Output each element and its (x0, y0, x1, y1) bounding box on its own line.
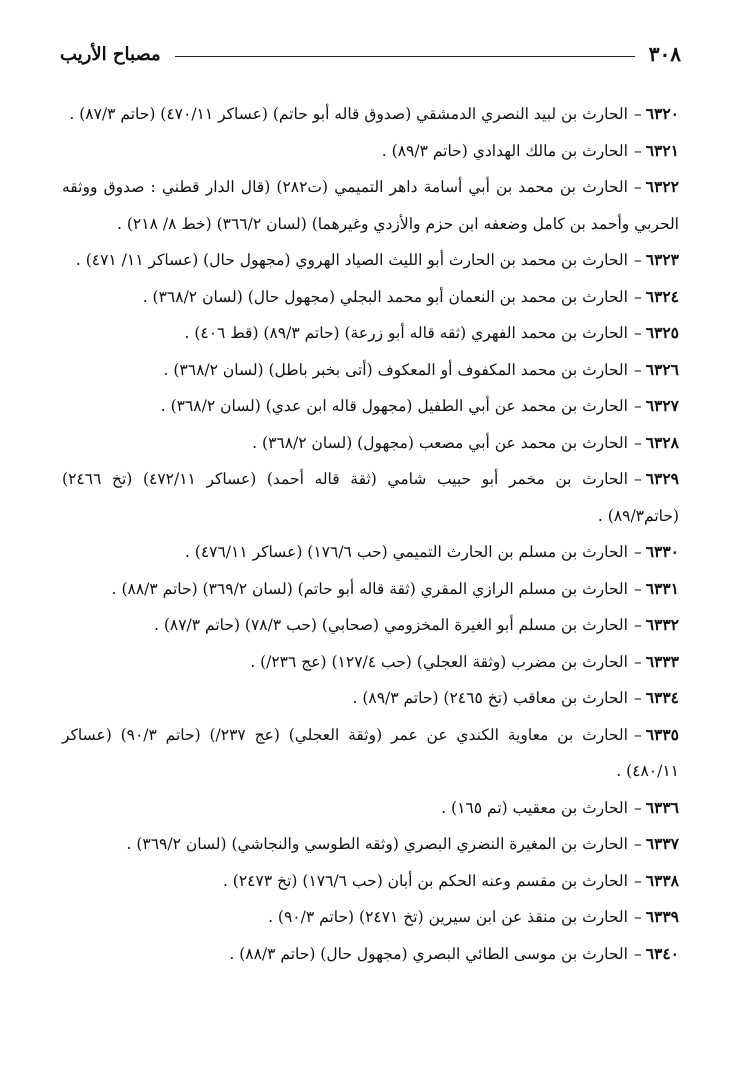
entry: ٦٣٣٣–الحارث بن مضرب (وثقة العجلي) (حب ١٢٧/٤) (عج ٢٣٦/) . (250, 651, 679, 671)
entry-number: ٦٣٢١ (645, 140, 679, 160)
entry-text: الحارث بن موسى الطائي البصري (مجهول حال) (حاتم ٨٨/٣) . (229, 944, 628, 963)
entry-text: الحارث بن مسلم بن الحارث التميمي (حب ١٧٦/٦) (عساكر ٤٧٦/١١) . (184, 543, 628, 561)
entry-number: ٦٣٢٦ (645, 359, 679, 379)
header-rule (175, 56, 635, 57)
entry-text: الحارث بن محمد الفهري (ثقه قاله أبو زرعة) (حاتم ٨٩/٣) (قط ٤٠٦) . (184, 324, 628, 342)
entry-text: الحارث بن المغيرة النضري البصري (وثقه الطوسي والنجاشي) (لسان ٣٦٩/٢) . (126, 835, 628, 853)
entry-text: الحارث بن محمد عن أبي مصعب (مجهول) (لسان ٣٦٨/٢) . (252, 433, 628, 452)
entry: ٦٣٢٩–الحارث بن مخمر أبو حبيب شامي (ثقة قاله أحمد) (عساكر ٤٧٢/١١) (تخ ٢٤٦٦) (حاتم٨٩/٣) . (62, 469, 679, 525)
page-number: ٣٠٨ (648, 42, 681, 66)
entry-text: الحارث بن مخمر أبو حبيب شامي (ثقة قاله أحمد) (عساكر ٤٧٢/١١) (تخ ٢٤٦٦) (حاتم٨٩/٣) . (62, 470, 679, 525)
entry-text: الحارث بن لبيد النصري الدمشقي (صدوق قاله أبو حاتم) (عساكر ٤٧٠/١١) (حاتم ٨٧/٣) . (69, 105, 628, 123)
entry-text: الحارث بن محمد بن أبي أسامة داهر التميمي (ت٢٨٢) (قال الدار قطني : صدوق ووثقه الحربي وأحمد بن كامل وضعفه ابن حزم والأزدي وغيرهما) (لسان ٣٦٦/٢) (خط ٨/ ٢١٨) . (62, 178, 679, 233)
entry: ٦٣٣١–الحارث بن مسلم الرازي المقري (ثقة قاله أبو حاتم) (لسان ٣٦٩/٢) (حاتم ٨٨/٣) . (111, 578, 679, 598)
entry-text: الحارث بن مسلم أبو الغيرة المخزومي (صحابي) (حب ٧٨/٣) (حاتم ٨٧/٣) . (153, 616, 628, 634)
page-header (60, 38, 681, 70)
entry-text: الحارث بن معقيب (تم ١٦٥) . (441, 798, 628, 817)
entry: ٦٣٢٢–الحارث بن محمد بن أبي أسامة داهر التميمي (ت٢٨٢) (قال الدار قطني : صدوق ووثقه الحربي وأحمد بن كامل وضعفه ابن حزم والأزدي وغيرهما) (لسان ٣٦٦/٢) (خط ٨/ ٢١٨) . (62, 177, 679, 233)
entry-number: ٦٣٢٩ (645, 469, 679, 488)
entry-number: ٦٣٣٠ (645, 542, 679, 561)
entry: ٦٣٢٣–الحارث بن محمد بن الحارث أبو الليث الصياد الهروي (مجهول حال) (عساكر ١١/ ٤٧١) . (75, 250, 679, 269)
entry-number: ٦٣٣٨ (645, 870, 679, 890)
running-title: مصباح الأريب (60, 43, 161, 65)
entry-number: ٦٣٣٦ (645, 797, 679, 817)
entry: ٦٣٢٧–الحارث بن محمد عن أبي الطفيل (مجهول قاله ابن عدي) (لسان ٣٦٨/٢) . (160, 396, 679, 415)
entry: ٦٣٣٥–الحارث بن معاوية الكندي عن عمر (وثقة العجلي) (عج ٢٣٧/) (حاتم ٩٠/٣) (عساكر ٤٨٠/١١) . (62, 724, 680, 780)
entry-number: ٦٣٣٩ (645, 907, 679, 926)
entry-text: الحارث بن معاقب (تخ ٢٤٦٥) (حاتم ٨٩/٣) . (352, 689, 628, 707)
entry-number: ٦٣٣٤ (645, 688, 679, 707)
entry-number: ٦٣٢٥ (645, 323, 679, 342)
entry-text: الحارث بن مضرب (وثقة العجلي) (حب ١٢٧/٤) (عج ٢٣٦/) . (250, 652, 628, 671)
entry-number: ٦٣٣٢ (645, 615, 679, 634)
entry-number: ٦٣٣٣ (645, 651, 679, 671)
entry: ٦٣٣٢–الحارث بن مسلم أبو الغيرة المخزومي (صحابي) (حب ٧٨/٣) (حاتم ٨٧/٣) . (153, 615, 679, 634)
entries-list (62, 96, 679, 972)
entry: ٦٣٣٤–الحارث بن معاقب (تخ ٢٤٦٥) (حاتم ٨٩/٣) . (352, 688, 679, 707)
entry-text: الحارث بن منقذ عن ابن سيرين (تخ ٢٤٧١) (حاتم ٩٠/٣) . (268, 908, 628, 926)
entry-number: ٦٣٢٢ (645, 177, 679, 196)
entry: ٦٣٣٨–الحارث بن مقسم وعنه الحكم بن أبان (حب ١٧٦/٦) (تخ ٢٤٧٣) . (222, 870, 679, 890)
entry: ٦٣٢١–الحارث بن مالك الهدادي (حاتم ٨٩/٣) . (381, 140, 679, 160)
entry-number: ٦٣٢٧ (645, 396, 679, 415)
entry: ٦٣٢٤–الحارث بن محمد بن النعمان أبو محمد البجلي (مجهول حال) (لسان ٣٦٨/٢) . (142, 286, 679, 306)
entry-text: الحارث بن محمد عن أبي الطفيل (مجهول قاله ابن عدي) (لسان ٣٦٨/٢) . (160, 397, 628, 415)
entry: ٦٣٢٥–الحارث بن محمد الفهري (ثقه قاله أبو زرعة) (حاتم ٨٩/٣) (قط ٤٠٦) . (184, 323, 679, 342)
entry: ٦٣٤٠–الحارث بن موسى الطائي البصري (مجهول حال) (حاتم ٨٨/٣) . (229, 943, 679, 963)
entry-number: ٦٣٣٥ (645, 724, 680, 744)
entry-number: ٦٣٢٠ (645, 104, 679, 123)
entry: ٦٣٣٦–الحارث بن معقيب (تم ١٦٥) . (441, 797, 679, 817)
entry-text: الحارث بن محمد المكفوف أو المعكوف (أتى بخبر باطل) (لسان ٣٦٨/٢) . (163, 360, 628, 379)
entry: ٦٣٢٦–الحارث بن محمد المكفوف أو المعكوف (أتى بخبر باطل) (لسان ٣٦٨/٢) . (163, 359, 679, 379)
entry-number: ٦٣٣٧ (645, 834, 679, 853)
entry-number: ٦٣٢٣ (645, 250, 679, 269)
entry-text: الحارث بن مالك الهدادي (حاتم ٨٩/٣) . (381, 141, 628, 160)
entry-text: الحارث بن محمد بن الحارث أبو الليث الصياد الهروي (مجهول حال) (عساكر ١١/ ٤٧١) . (75, 251, 628, 269)
entry-number: ٦٣٤٠ (645, 943, 679, 963)
entry: ٦٣٣٠–الحارث بن مسلم بن الحارث التميمي (حب ١٧٦/٦) (عساكر ٤٧٦/١١) . (184, 542, 679, 561)
entry-text: الحارث بن معاوية الكندي عن عمر (وثقة العجلي) (عج ٢٣٧/) (حاتم ٩٠/٣) (عساكر ٤٨٠/١١) . (62, 725, 679, 780)
entry: ٦٣٣٧–الحارث بن المغيرة النضري البصري (وثقه الطوسي والنجاشي) (لسان ٣٦٩/٢) . (126, 834, 679, 853)
entry-number: ٦٣٣١ (645, 578, 679, 598)
entry: ٦٣٢٨–الحارث بن محمد عن أبي مصعب (مجهول) (لسان ٣٦٨/٢) . (252, 432, 679, 452)
entry: ٦٣٣٩–الحارث بن منقذ عن ابن سيرين (تخ ٢٤٧١) (حاتم ٩٠/٣) . (268, 907, 679, 926)
entry-number: ٦٣٢٤ (645, 286, 679, 306)
entry-text: الحارث بن محمد بن النعمان أبو محمد البجلي (مجهول حال) (لسان ٣٦٨/٢) . (142, 287, 628, 306)
entry-text: الحارث بن مسلم الرازي المقري (ثقة قاله أبو حاتم) (لسان ٣٦٩/٢) (حاتم ٨٨/٣) . (111, 579, 628, 598)
entry-number: ٦٣٢٨ (645, 432, 679, 452)
entry: ٦٣٢٠–الحارث بن لبيد النصري الدمشقي (صدوق قاله أبو حاتم) (عساكر ٤٧٠/١١) (حاتم ٨٧/٣) . (69, 104, 679, 123)
entry-text: الحارث بن مقسم وعنه الحكم بن أبان (حب ١٧٦/٦) (تخ ٢٤٧٣) . (222, 871, 628, 890)
